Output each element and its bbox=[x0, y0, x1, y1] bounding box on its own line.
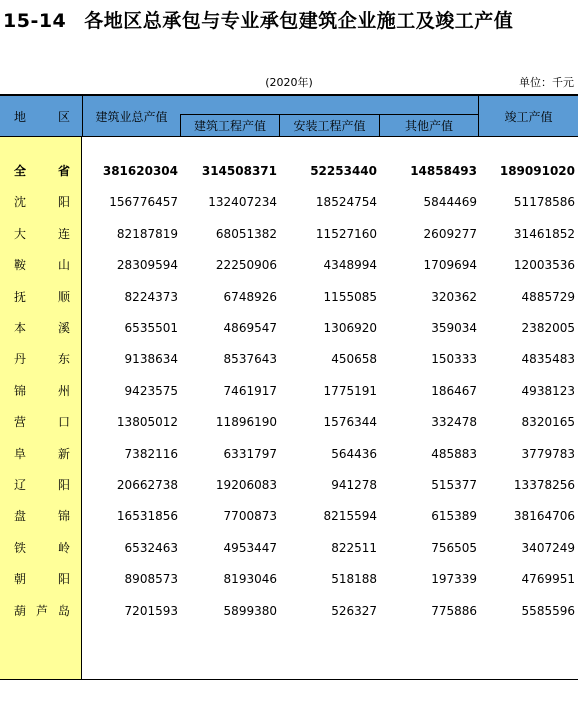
region-name-char: 营 bbox=[14, 415, 27, 430]
cell-value: 1306920 bbox=[323, 321, 377, 335]
table-number: 15-14 bbox=[3, 10, 67, 32]
region-name-char: 阳 bbox=[57, 195, 70, 210]
region-name-char: 阜 bbox=[14, 446, 27, 461]
cell-value: 1155085 bbox=[323, 289, 377, 304]
region-name-char: 东 bbox=[57, 352, 70, 367]
region-name-char: 连 bbox=[57, 226, 70, 241]
cell-value: 5899380 bbox=[223, 603, 277, 618]
cell-value: 515377 bbox=[431, 478, 477, 492]
cell-value: 12003536 bbox=[513, 258, 575, 273]
cell-value: 1709694 bbox=[423, 258, 477, 273]
region-name-char: 铁 bbox=[14, 540, 27, 555]
cell-value: 18524754 bbox=[315, 195, 377, 210]
cell-value: 6748926 bbox=[223, 289, 277, 304]
region-name bbox=[14, 407, 70, 438]
cell-value: 68051382 bbox=[215, 226, 277, 241]
cell-value: 8193046 bbox=[223, 572, 277, 587]
cell-value: 4769951 bbox=[521, 572, 575, 587]
cell-value: 82187819 bbox=[116, 226, 178, 241]
region-name-char: 省 bbox=[57, 164, 70, 178]
cell-value: 4348994 bbox=[323, 258, 377, 273]
region-name-char: 大 bbox=[14, 226, 27, 241]
cell-value: 381620304 bbox=[102, 164, 178, 178]
table-row bbox=[0, 596, 578, 627]
header-total: 建筑业总产值 bbox=[95, 110, 168, 124]
region-name bbox=[14, 250, 70, 281]
region-name-char: 阳 bbox=[57, 478, 70, 492]
region-name-char: 葫 bbox=[14, 603, 27, 618]
cell-value: 13805012 bbox=[116, 415, 178, 430]
cell-value: 450658 bbox=[331, 352, 377, 367]
cell-value: 9423575 bbox=[124, 383, 178, 398]
cell-value: 359034 bbox=[431, 321, 477, 335]
table-title: 各地区总承包与专业承包建筑企业施工及竣工产值 bbox=[84, 10, 514, 32]
region-name bbox=[14, 187, 70, 218]
region-name-char: 沈 bbox=[14, 195, 27, 210]
cell-value: 8224373 bbox=[124, 289, 178, 304]
cell-value: 775886 bbox=[431, 603, 477, 618]
table-row bbox=[0, 564, 578, 595]
cell-value: 822511 bbox=[331, 540, 377, 555]
region-name-char: 岛 bbox=[57, 603, 70, 618]
cell-value: 526327 bbox=[331, 603, 377, 618]
region-name bbox=[14, 219, 70, 250]
table-row bbox=[0, 282, 578, 313]
cell-value: 8537643 bbox=[223, 352, 277, 367]
cell-value: 485883 bbox=[431, 446, 477, 461]
header-other: 其他产值 bbox=[404, 119, 453, 133]
region-name bbox=[14, 313, 70, 344]
cell-value: 3779783 bbox=[521, 446, 575, 461]
table-row bbox=[0, 533, 578, 564]
cell-value: 7382116 bbox=[124, 446, 178, 461]
cell-value: 28309594 bbox=[116, 258, 178, 273]
table-row bbox=[0, 313, 578, 344]
region-name bbox=[14, 282, 70, 313]
cell-value: 11527160 bbox=[315, 226, 377, 241]
region-name bbox=[14, 156, 70, 187]
table-row bbox=[0, 219, 578, 250]
cell-value: 38164706 bbox=[513, 509, 575, 524]
cell-value: 4938123 bbox=[521, 383, 575, 398]
header-region bbox=[14, 109, 70, 125]
cell-value: 4953447 bbox=[223, 540, 277, 555]
header-completed: 竣工产值 bbox=[504, 110, 553, 124]
cell-value: 6535501 bbox=[124, 321, 178, 335]
table-header bbox=[0, 94, 578, 137]
cell-value: 150333 bbox=[431, 352, 477, 367]
region-name-char: 丹 bbox=[14, 352, 27, 367]
cell-value: 22250906 bbox=[215, 258, 277, 273]
cell-value: 13378256 bbox=[513, 478, 575, 492]
cell-value: 1576344 bbox=[323, 415, 377, 430]
cell-value: 941278 bbox=[331, 478, 377, 492]
cell-value: 197339 bbox=[431, 572, 477, 587]
cell-value: 156776457 bbox=[109, 195, 178, 210]
table-row bbox=[0, 470, 578, 501]
cell-value: 332478 bbox=[431, 415, 477, 430]
cell-value: 5585596 bbox=[521, 603, 575, 618]
cell-value: 4869547 bbox=[223, 321, 277, 335]
region-name-char: 鞍 bbox=[14, 258, 27, 273]
region-name bbox=[14, 564, 70, 595]
region-name-char: 溪 bbox=[57, 321, 70, 335]
cell-value: 8320165 bbox=[521, 415, 575, 430]
region-name-char: 山 bbox=[57, 258, 70, 273]
region-name-char: 盘 bbox=[14, 509, 27, 524]
region-name-char: 阳 bbox=[57, 572, 70, 587]
bottom-rule bbox=[0, 679, 578, 680]
table-row bbox=[0, 187, 578, 218]
cell-value: 19206083 bbox=[215, 478, 277, 492]
cell-value: 564436 bbox=[331, 446, 377, 461]
header-construction: 建筑工程产值 bbox=[193, 119, 266, 133]
cell-value: 756505 bbox=[431, 540, 477, 555]
table-row bbox=[0, 156, 578, 187]
region-name-char: 锦 bbox=[14, 383, 27, 398]
region-name-char: 锦 bbox=[57, 509, 70, 524]
cell-value: 20662738 bbox=[116, 478, 178, 492]
cell-value: 8908573 bbox=[124, 572, 178, 587]
region-name bbox=[14, 533, 70, 564]
cell-value: 51178586 bbox=[513, 195, 575, 210]
cell-value: 4885729 bbox=[521, 289, 575, 304]
cell-value: 2609277 bbox=[423, 226, 477, 241]
cell-value: 9138634 bbox=[124, 352, 178, 367]
data-table bbox=[0, 94, 578, 680]
region-name-char: 岭 bbox=[57, 540, 70, 555]
header-installation: 安装工程产值 bbox=[293, 119, 366, 133]
table-row bbox=[0, 407, 578, 438]
region-name-char: 新 bbox=[57, 446, 70, 461]
cell-value: 52253440 bbox=[310, 164, 377, 178]
table-row bbox=[0, 250, 578, 281]
cell-value: 320362 bbox=[431, 289, 477, 304]
region-name bbox=[14, 439, 70, 470]
cell-value: 31461852 bbox=[513, 226, 575, 241]
cell-value: 7700873 bbox=[223, 509, 277, 524]
cell-value: 2382005 bbox=[521, 321, 575, 335]
region-name-char: 本 bbox=[14, 321, 27, 335]
header-region-char: 区 bbox=[57, 110, 70, 124]
cell-value: 11896190 bbox=[215, 415, 277, 430]
cell-value: 6331797 bbox=[223, 446, 277, 461]
cell-value: 8215594 bbox=[323, 509, 377, 524]
cell-value: 7461917 bbox=[223, 383, 277, 398]
region-name bbox=[14, 470, 70, 501]
cell-value: 5844469 bbox=[423, 195, 477, 210]
region-name-char: 口 bbox=[57, 415, 70, 430]
cell-value: 7201593 bbox=[124, 603, 178, 618]
region-name bbox=[14, 344, 70, 375]
region-name-char: 辽 bbox=[14, 478, 27, 492]
region-name-char: 州 bbox=[57, 383, 70, 398]
cell-value: 518188 bbox=[331, 572, 377, 587]
cell-value: 189091020 bbox=[499, 164, 575, 178]
cell-value: 186467 bbox=[431, 383, 477, 398]
year-subtitle: (2020年) bbox=[265, 76, 313, 89]
cell-value: 6532463 bbox=[124, 540, 178, 555]
region-name-char: 朝 bbox=[14, 572, 27, 587]
cell-value: 14858493 bbox=[410, 164, 477, 178]
cell-value: 132407234 bbox=[208, 195, 277, 210]
table-row bbox=[0, 439, 578, 470]
region-name-char: 全 bbox=[14, 164, 27, 178]
region-name bbox=[14, 596, 70, 627]
cell-value: 615389 bbox=[431, 509, 477, 524]
cell-value: 16531856 bbox=[116, 509, 178, 524]
cell-value: 3407249 bbox=[521, 540, 575, 555]
region-name bbox=[14, 376, 70, 407]
cell-value: 1775191 bbox=[323, 383, 377, 398]
page-title bbox=[3, 6, 513, 33]
cell-value: 314508371 bbox=[201, 164, 277, 178]
unit-label: 单位：千元 bbox=[519, 76, 574, 89]
region-name-char: 顺 bbox=[57, 289, 70, 304]
table-row bbox=[0, 376, 578, 407]
region-name bbox=[14, 501, 70, 532]
table-row bbox=[0, 501, 578, 532]
cell-value: 4835483 bbox=[521, 352, 575, 367]
table-row bbox=[0, 344, 578, 375]
header-region-char: 地 bbox=[14, 110, 27, 124]
region-name-char: 抚 bbox=[14, 289, 27, 304]
region-name-char: 芦 bbox=[35, 603, 48, 618]
